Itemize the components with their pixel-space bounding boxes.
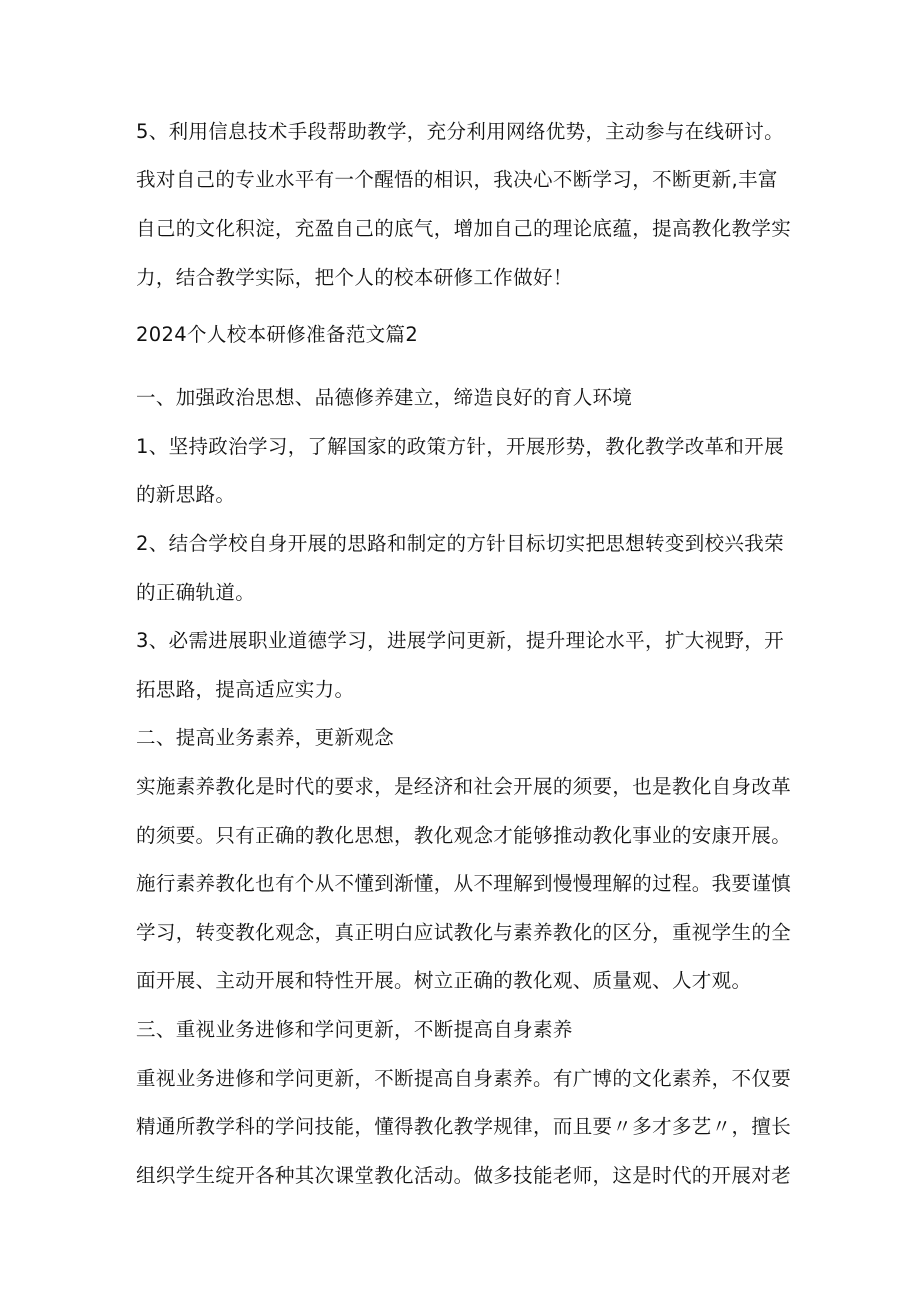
paragraph-line: 拓思路，提高适应实力。 xyxy=(136,678,355,701)
section-heading: 二、提高业务素养，更新观念 xyxy=(136,726,395,749)
paragraph-line: 的新思路。 xyxy=(136,483,236,506)
paragraph-line: 3、必需进展职业道德学习，进展学问更新，提升理论水平，扩大视野，开 xyxy=(136,629,784,652)
paragraph-line: 的正确轨道。 xyxy=(136,581,256,604)
section-heading: 2024个人校本研修准备范文篇2 xyxy=(136,323,419,346)
paragraph-line: 我对自己的专业水平有一个醒悟的相识，我决心不断学习，不断更新,丰富 xyxy=(136,168,778,191)
paragraph-line: 组织学生绽开各种其次课堂教化活动。做多技能老师，这是时代的开展对老 xyxy=(136,1164,792,1187)
paragraph-line: 精通所教学科的学问技能，懂得教化教学规律，而且要〃多才多艺〃，擅长 xyxy=(136,1115,792,1138)
section-heading: 一、加强政治思想、品德修养建立，缔造良好的育人环境 xyxy=(136,386,633,409)
paragraph-line: 1、坚持政治学习，了解国家的政策方针，开展形势，教化教学改革和开展 xyxy=(136,435,784,458)
paragraph-line: 2、结合学校自身开展的思路和制定的方针目标切实把思想转变到校兴我荣 xyxy=(136,532,784,555)
paragraph-line: 实施素养教化是时代的要求，是经济和社会开展的须要，也是教化自身改革 xyxy=(136,775,792,798)
paragraph-line: 重视业务进修和学问更新，不断提高自身素养。有广博的文化素养，不仅要 xyxy=(136,1067,792,1090)
paragraph-line: 力，结合教学实际，把个人的校本研修工作做好！ xyxy=(136,266,573,289)
paragraph-line: 自己的文化积淀，充盈自己的底气，增加自己的理论底蕴，提高教化教学实 xyxy=(136,217,792,240)
paragraph-line: 的须要。只有正确的教化思想，教化观念才能够推动教化事业的安康开展。 xyxy=(136,824,792,847)
section-heading: 三、重视业务进修和学问更新，不断提高自身素养 xyxy=(136,1018,573,1041)
paragraph-line: 施行素养教化也有个从不懂到渐懂，从不理解到慢慢理解的过程。我要谨慎 xyxy=(136,872,792,895)
paragraph-line: 5、利用信息技术手段帮助教学，充分利用网络优势，主动参与在线研讨。 xyxy=(136,120,784,143)
paragraph-line: 学习，转变教化观念，真正明白应试教化与素养教化的区分，重视学生的全 xyxy=(136,921,792,944)
paragraph-line: 面开展、主动开展和特性开展。树立正确的教化观、质量观、人才观。 xyxy=(136,969,752,992)
